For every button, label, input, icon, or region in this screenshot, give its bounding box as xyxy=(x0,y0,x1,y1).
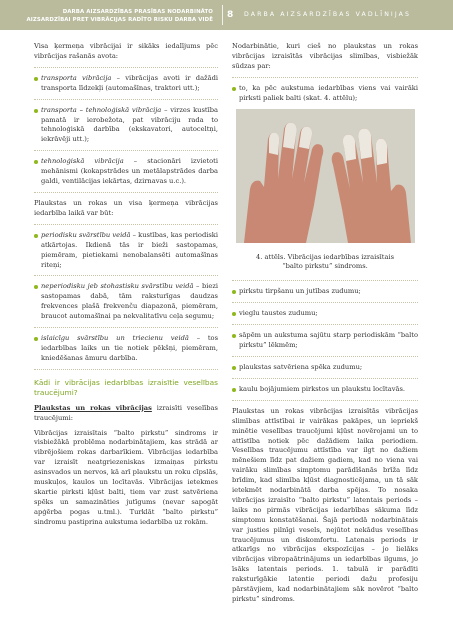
dotted-separator xyxy=(232,280,418,281)
term: neperiodisku jeb stohastisku svārstību veidā xyxy=(41,282,194,291)
term-description: – kustības, kas periodiski atkārtojas. Ikdienā tās ir bieži sastopamas, piemēram, pietiekami nenobalansēti automašīnas riteņi; xyxy=(41,230,218,269)
body-paragraph: Vibrācijas izraisītais “balto pirkstu” sindroms ir visbiežākā problēma nodarbinātajiem, kas strādā ar vibrējošiem rokas darbarīkiem. Vibrācijas iedarbība var izraisīt neatgriezeniskas izmaiņas pirkstu asinsvados un nervos, kā arī plaukstu un roku cīpslās, muskuļos, kaulos un locītavās. Vibrācijas ietekmes skartie pirksti kļūst balti, tiem var zust satvēriena spēks un samazināties jutīgums (nevar sapogāt apģērba pogas u.tml.). Turklāt “balto pirkstu” sindromu pastiprina aukstuma iedarbība uz rokām. xyxy=(34,428,218,526)
list-item: kaulu bojājumiem pirkstos un plaukstu locītavās. xyxy=(232,385,418,395)
dotted-separator xyxy=(34,327,218,328)
page-number: 8 xyxy=(227,10,234,20)
term: transporta vibrācija xyxy=(41,73,112,82)
term: periodisku svārstību veidā xyxy=(41,230,131,239)
list-item xyxy=(34,334,218,364)
term-description: – tos iedarbības laiks un tie notiek pēkšņi, piemēram, kniedēšanas āmuru darbība. xyxy=(41,334,218,362)
term-description: – virzes kustība pamatā ir ierobežota, pat vibrāciju rada to tehnoloģiskā darbība (ekskavatori, autoceltņi, iekrāvēji utt.); xyxy=(41,105,218,144)
subheading-rest: izraisīti veselības traucējumi: xyxy=(34,403,218,422)
body-paragraph: Plaukstas un rokas vibrācijas izraisītās vibrācijas slimības attīstībai ir vairākas pakāpes, un iepriekš minētie veselības traucējumi kļūst novērojami un to attīstība notiek pēc dažādiem laika periodiem. Veselības traucējumu attīstība var ilgt no dažiem mēnešiem līdz pat dažiem gadiem, kad no viena vai vairāku slimības simptomu parādīšanās brīža līdz brīdim, kad slimība kļūst diagnosticējama, un tā sāk ietekmēt nodarbinātā darba spējas. To nosaka vibrācijas izraisīto “balto pirkstu” latentais periods – laiks no pirmās vibrācijas iedarbības sākuma līdz simptomu konstatēšanai. Šajā periodā nodarbinātais var justies pilnīgi vesels, nejūtot nekādus veselības traucējumus un diskomfortu. Latenais periods ir atkarīgs no vibrācijas ekspozīcijas – jo lielāks vibrācijas vibropaātrinājums un iedarbības ilgums, jo īsāks latentais periods. 1. tabulā ir parādīti raksturīgākie latentie periodi dažu profesiju pārstāvjiem, kad nodarbinātajiem sāk novērot “balto pirkstu” sindroms. xyxy=(232,406,418,603)
term: tehnoloģiskā vibrācija xyxy=(41,157,124,166)
white-fingers-photo xyxy=(236,109,415,243)
left-column xyxy=(34,42,218,533)
dotted-separator xyxy=(232,400,418,401)
header-divider xyxy=(222,5,223,25)
list-item: sāpēm un aukstuma sajūtu starp periodiskām “balto pirkstu” lēkmēm; xyxy=(232,331,418,351)
dotted-separator xyxy=(34,67,218,68)
list-item xyxy=(34,282,218,322)
list-item xyxy=(34,231,218,271)
header-left-line2: AIZSARDZĪBAI PRET VIBRĀCIJAS RADĪTO RISKU DARBA VIDĒ xyxy=(26,17,213,23)
list-item xyxy=(34,157,218,187)
list-item xyxy=(34,106,218,146)
time-types-intro: Plaukstas un rokas un visa ķermeņa vibrācijas iedarbība laikā var būt: xyxy=(34,198,218,217)
list-item: vieglu taustes zudumu; xyxy=(232,309,418,319)
right-column xyxy=(232,42,418,610)
term: islaicīgu svārstību un triecienu veidā xyxy=(41,334,189,343)
hands-image xyxy=(236,109,415,243)
term-description: – vibrācijas avoti ir dažādi transporta līdzekļi (automašīnas, traktori utt.); xyxy=(41,73,218,92)
dotted-separator xyxy=(34,192,218,193)
vibration-sources-intro: Visa ķermeņa vibrācijai ir sikāks iedalījums pēc vibrācijas rašanās avota: xyxy=(34,42,218,60)
dotted-separator xyxy=(34,224,218,225)
dotted-separator xyxy=(34,369,218,370)
subheading-paragraph xyxy=(34,404,218,424)
section-heading: Kādi ir vibrācijas iedarbības izraisītie veselības traucējumi? xyxy=(34,377,218,397)
header-left-line1: DARBA AIZSARDZĪBAS PRASĪBAS NODARBINĀTO xyxy=(62,9,213,15)
list-item: to, ka pēc aukstuma iedarbības viens vai vairāki pirksti paliek balti (skat. 4. attēlu); xyxy=(232,84,418,104)
dotted-separator xyxy=(232,356,418,357)
subheading: Plaukstas un rokas vibrācijas xyxy=(34,403,152,412)
header-title: DARBA AIZSARDZĪBAS VADLĪNIJAS xyxy=(244,11,412,18)
list-item: pirkstu tirpšanu un jutības zudumu; xyxy=(232,287,418,297)
header-left xyxy=(0,0,219,30)
caption-line2: “balto pirkstu” sindroms. xyxy=(282,262,368,271)
term-description: – stacionāri izvietoti mehānismi (kokapstrādes un metālapstrādes darba galdi, ventilācijas iekārtas, dzirnavas u.c.). xyxy=(41,157,218,186)
header-band xyxy=(0,0,453,30)
caption-line1: 4. attēls. Vibrācijas iedarbības izraisītais xyxy=(255,252,395,261)
dotted-separator xyxy=(34,150,218,151)
dotted-separator xyxy=(232,378,418,379)
dotted-separator xyxy=(232,324,418,325)
term-description: – biezi sastopamas dabā, tām raksturīgas daudzas frekvences plašā frekvenču diapazonā, piemēram, braucot automašīnai pa nekvalitatīvu ceļa segumu; xyxy=(41,282,218,321)
list-item: plaukstas satvēriena spēka zudumu; xyxy=(232,363,418,373)
dotted-separator xyxy=(34,99,218,100)
complaints-intro: Nodarbinātie, kuri cieš no plaukstas un rokas vibrācijas izraisītās vibrācijas slimības, visbiežāk sūdzas par: xyxy=(232,42,418,70)
list-item xyxy=(34,74,218,94)
figure-caption xyxy=(232,253,418,273)
dotted-separator xyxy=(232,77,418,78)
term: transporta – tehnoloģiskā vibrācija xyxy=(41,105,162,114)
dotted-separator xyxy=(232,302,418,303)
dotted-separator xyxy=(34,275,218,276)
